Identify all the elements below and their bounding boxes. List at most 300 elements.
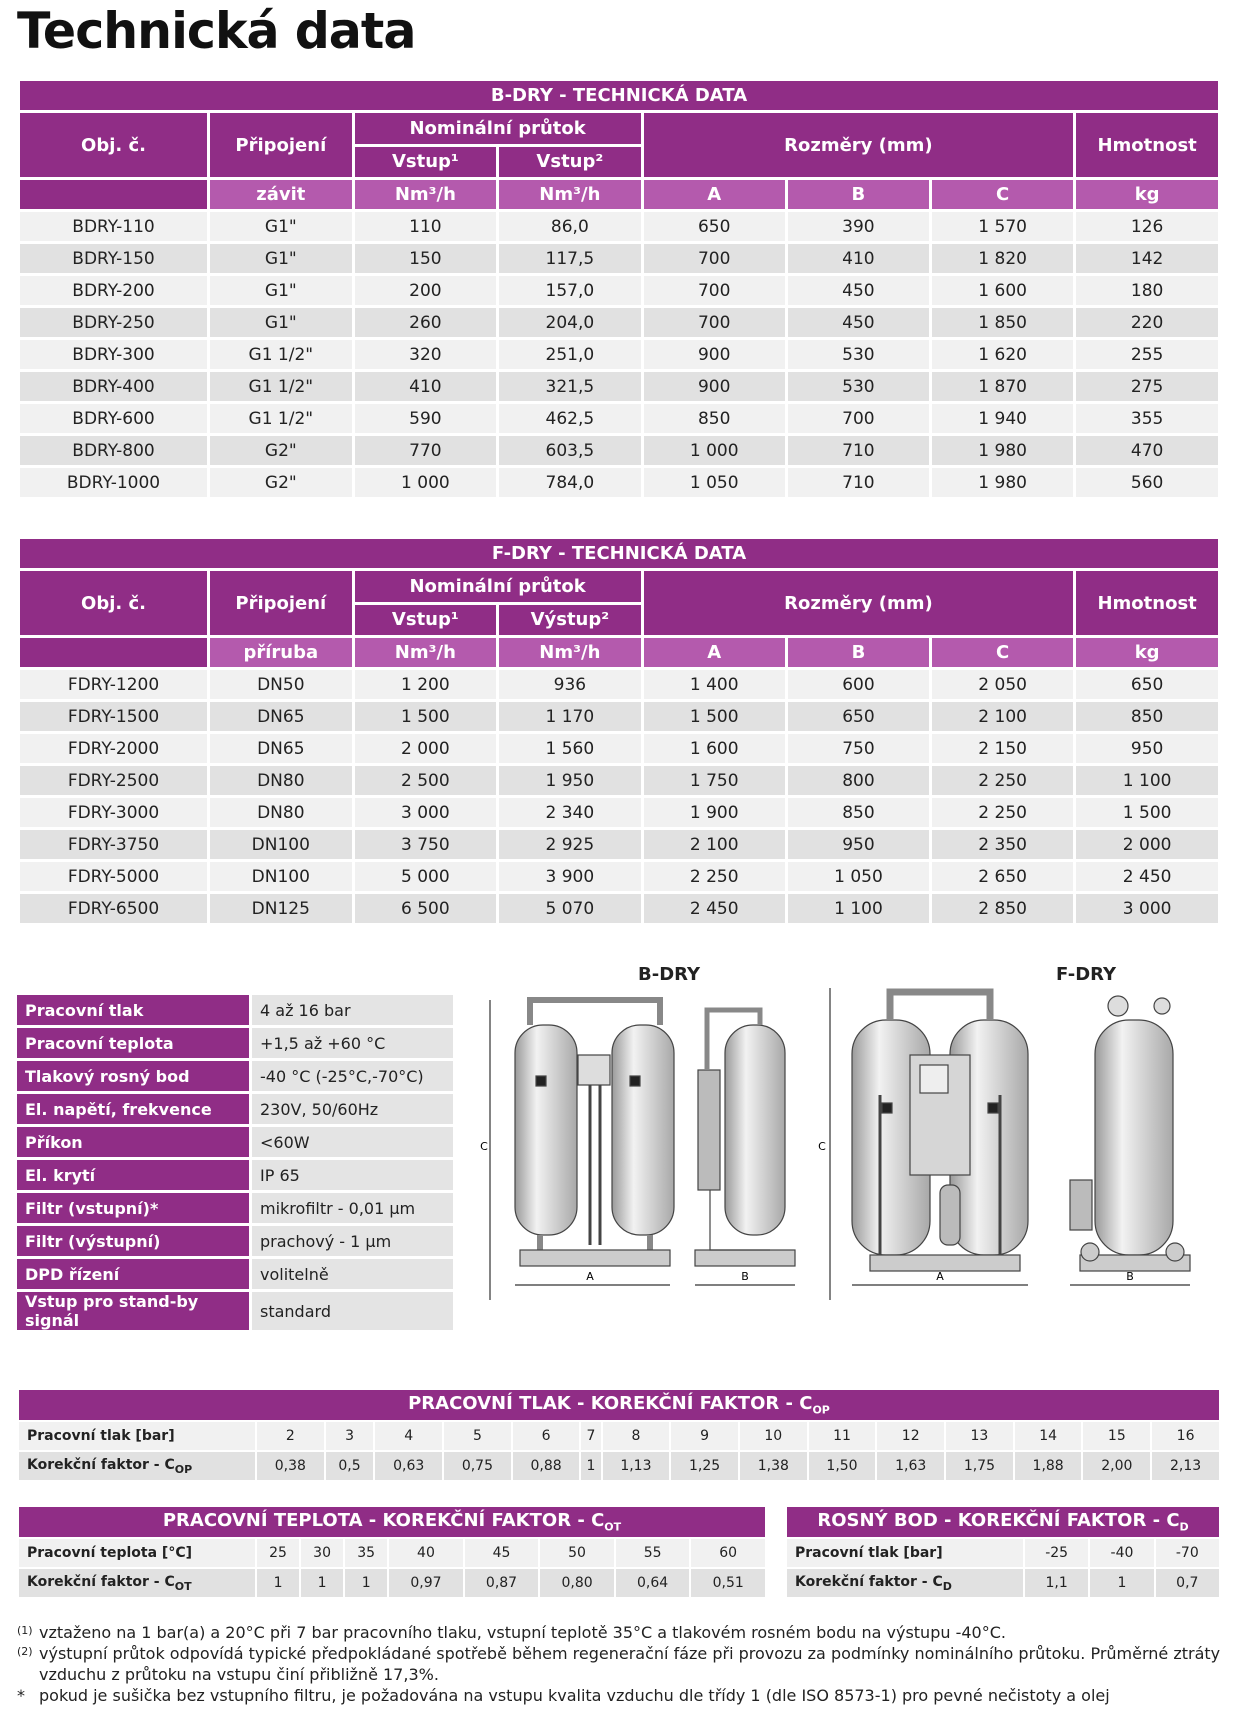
cop-param-cell: 14 — [1015, 1422, 1082, 1450]
table-row — [20, 862, 1218, 891]
bdry-front-dim-c: C — [480, 1140, 488, 1153]
unit-conn: příruba — [210, 638, 352, 667]
table-cell: 1 050 — [644, 468, 785, 497]
cot-param-cell: 45 — [465, 1539, 539, 1567]
table-cell: FDRY-2000 — [20, 734, 207, 763]
table-cell: 650 — [644, 212, 785, 241]
cop-banner-text: PRACOVNÍ TLAK - KOREKČNÍ FAKTOR - C — [408, 1393, 813, 1415]
col-conn: Připojení — [210, 113, 352, 177]
footnote — [17, 1643, 1227, 1685]
cot-param-cell: 50 — [540, 1539, 614, 1567]
table-cell: 600 — [788, 670, 929, 699]
table-cell: G1" — [210, 308, 352, 337]
cop-factor-cell: 2,13 — [1152, 1452, 1219, 1480]
footnote — [17, 1622, 1227, 1643]
table-cell: 1 850 — [932, 308, 1073, 337]
cd-param-cell: -70 — [1156, 1539, 1219, 1567]
col-dims: Rozměry (mm) — [644, 113, 1074, 177]
table-cell: 950 — [1076, 734, 1218, 763]
table-cell: 1 600 — [932, 276, 1073, 305]
table-cell: 1 950 — [499, 766, 641, 795]
table-row — [20, 766, 1218, 795]
table-cell: 900 — [644, 372, 785, 401]
unit-in: Nm³/h — [355, 638, 496, 667]
property-value: 4 až 16 bar — [252, 995, 453, 1025]
table-cell: 2 100 — [932, 702, 1073, 731]
property-row — [17, 1127, 453, 1157]
table-row — [20, 798, 1218, 827]
table-cell: BDRY-1000 — [20, 468, 207, 497]
table-cell: G1" — [210, 276, 352, 305]
table-row — [20, 276, 1218, 305]
table-cell: 1 600 — [644, 734, 785, 763]
table-cell: 1 820 — [932, 244, 1073, 273]
property-value: IP 65 — [252, 1160, 453, 1190]
cop-factor-cell: 1,13 — [603, 1452, 670, 1480]
property-key: Příkon — [17, 1127, 252, 1157]
cop-factor-cell: 2,00 — [1083, 1452, 1150, 1480]
table-cell: 2 500 — [355, 766, 496, 795]
property-value: standard — [252, 1292, 453, 1330]
table-cell: G1 1/2" — [210, 404, 352, 433]
col-in: Vstup¹ — [355, 147, 496, 178]
fdry-front-dim-c: C — [818, 1140, 826, 1153]
unit-a: A — [644, 638, 785, 667]
table-cell: 1 500 — [1076, 798, 1218, 827]
table-cell: 700 — [644, 308, 785, 337]
footnote-mark: * — [17, 1686, 25, 1705]
cd-banner-sub: D — [1179, 1520, 1189, 1534]
cop-param-cell: 3 — [326, 1422, 374, 1450]
cd-row2-text: Korekční faktor - C — [795, 1573, 943, 1590]
table-row — [20, 212, 1218, 241]
cop-factor-cell: 1,75 — [946, 1452, 1013, 1480]
footnote-text: vztaženo na 1 bar(a) a 20°C při 7 bar pracovního tlaku, vstupní teplotě 35°C a tlakovém rosném bodu na výstupu -40°C. — [39, 1623, 1006, 1642]
cot-row2-text: Korekční faktor - C — [27, 1573, 175, 1590]
table-cell: 6 500 — [355, 894, 496, 923]
table-cell: 3 900 — [499, 862, 641, 891]
cot-factor-cell: 1 — [257, 1569, 299, 1597]
property-value: volitelně — [252, 1259, 453, 1289]
table-cell: BDRY-800 — [20, 436, 207, 465]
table-cell: 850 — [788, 798, 929, 827]
table-cell: 2 450 — [1076, 862, 1218, 891]
unit-b: B — [788, 180, 929, 209]
table-cell: 2 250 — [644, 862, 785, 891]
unit-a: A — [644, 180, 785, 209]
cop-param-cell: 11 — [809, 1422, 876, 1450]
cot-param-cell: 30 — [301, 1539, 343, 1567]
cop-factor-cell: 1 — [581, 1452, 600, 1480]
fdry-front-drawing — [830, 988, 1028, 1300]
table-cell: 110 — [355, 212, 496, 241]
table-cell: 800 — [788, 766, 929, 795]
cot-factor-cell: 1 — [345, 1569, 387, 1597]
table-cell: 2 450 — [644, 894, 785, 923]
table-cell: 1 900 — [644, 798, 785, 827]
table-cell: BDRY-110 — [20, 212, 207, 241]
table-cell: 1 100 — [788, 894, 929, 923]
unit-in: Nm³/h — [355, 180, 496, 209]
table-row — [20, 372, 1218, 401]
table-cell: FDRY-3750 — [20, 830, 207, 859]
dryer-drawings — [470, 980, 1240, 1340]
col-weight: Hmotnost — [1076, 571, 1218, 635]
table-cell: 2 000 — [1076, 830, 1218, 859]
cot-row2-sub: OT — [174, 1579, 192, 1593]
table-cell: 204,0 — [499, 308, 640, 337]
table-cell: 590 — [355, 404, 496, 433]
unit-conn: závit — [210, 180, 352, 209]
fdry-side-drawing — [1070, 996, 1190, 1285]
table-cell: 1 570 — [932, 212, 1073, 241]
cot-banner-sub: OT — [604, 1520, 622, 1534]
col-conn: Připojení — [210, 571, 352, 635]
table-cell: 2 150 — [932, 734, 1073, 763]
table-cell: 450 — [788, 308, 929, 337]
cop-param-cell: 2 — [257, 1422, 324, 1450]
table-cell: 710 — [788, 468, 929, 497]
table-cell: 157,0 — [499, 276, 640, 305]
col-flow: Nominální průtok — [355, 113, 641, 144]
table-cell: 5 070 — [499, 894, 641, 923]
cop-row2-label — [19, 1452, 255, 1480]
bdry-banner: B-DRY - TECHNICKÁ DATA — [20, 81, 1218, 110]
table-row — [20, 830, 1218, 859]
table-cell: FDRY-1500 — [20, 702, 207, 731]
table-cell: 1 940 — [932, 404, 1073, 433]
footnote-mark: (2) — [17, 1645, 33, 1658]
property-key: El. napětí, frekvence — [17, 1094, 252, 1124]
table-cell: 2 340 — [499, 798, 641, 827]
cd-param-cell: -40 — [1090, 1539, 1153, 1567]
unit-out: Nm³/h — [499, 638, 641, 667]
table-cell: BDRY-150 — [20, 244, 207, 273]
table-cell: G1 1/2" — [210, 340, 352, 369]
table-cell: 700 — [788, 404, 929, 433]
cop-factor-cell: 1,25 — [671, 1452, 738, 1480]
cop-banner — [19, 1390, 1219, 1420]
property-row — [17, 1028, 453, 1058]
table-cell: FDRY-3000 — [20, 798, 207, 827]
cot-param-cell: 40 — [389, 1539, 463, 1567]
cop-factor-cell: 1,38 — [740, 1452, 807, 1480]
cd-row2-sub: D — [942, 1579, 952, 1593]
table-cell: DN80 — [210, 766, 352, 795]
unit-b: B — [788, 638, 929, 667]
col-obj: Obj. č. — [20, 113, 207, 177]
footnote-text: výstupní průtok odpovídá typické předpokládané spotřebě během regenerační fáze při provozu za podmínky nominálního průtoku. Průměrné ztráty vzduchu z průtoku na vstupu činí přibližně 17,3%. — [39, 1644, 1221, 1684]
table-cell: 950 — [788, 830, 929, 859]
bdry-front-drawing — [490, 1000, 674, 1300]
table-cell: G2" — [210, 468, 352, 497]
table-cell: 1 980 — [932, 468, 1073, 497]
cop-factor-cell: 0,75 — [444, 1452, 511, 1480]
cop-factor-cell: 0,88 — [513, 1452, 580, 1480]
table-cell: DN100 — [210, 830, 352, 859]
table-cell: 700 — [644, 276, 785, 305]
table-cell: FDRY-1200 — [20, 670, 207, 699]
property-value: prachový - 1 μm — [252, 1226, 453, 1256]
table-cell: G1" — [210, 244, 352, 273]
fdry-front-dim-a: A — [936, 1270, 944, 1283]
fdry-spec-table — [17, 536, 1221, 926]
cot-param-cell: 60 — [691, 1539, 765, 1567]
table-cell: 3 000 — [355, 798, 496, 827]
table-cell: BDRY-400 — [20, 372, 207, 401]
property-key: Pracovní tlak — [17, 995, 252, 1025]
col-obj: Obj. č. — [20, 571, 207, 635]
cop-factor-cell: 0,63 — [375, 1452, 442, 1480]
cd-factor-cell: 1 — [1090, 1569, 1153, 1597]
table-row — [20, 308, 1218, 337]
table-cell: 1 500 — [644, 702, 785, 731]
fdry-figure-label: F-DRY — [1056, 964, 1117, 985]
table-cell: 255 — [1076, 340, 1218, 369]
property-row — [17, 1193, 453, 1223]
property-value: 230V, 50/60Hz — [252, 1094, 453, 1124]
cop-param-cell: 4 — [375, 1422, 442, 1450]
cot-factor-cell: 1 — [301, 1569, 343, 1597]
table-cell: 784,0 — [499, 468, 640, 497]
table-cell: 650 — [788, 702, 929, 731]
table-cell: 260 — [355, 308, 496, 337]
cd-factor-cell: 0,7 — [1156, 1569, 1219, 1597]
table-cell: 1 980 — [932, 436, 1073, 465]
table-cell: 2 650 — [932, 862, 1073, 891]
property-key: El. krytí — [17, 1160, 252, 1190]
property-row — [17, 1094, 453, 1124]
cd-factor-cell: 1,1 — [1025, 1569, 1088, 1597]
cot-row2-label — [19, 1569, 255, 1597]
cd-banner-text: ROSNÝ BOD - KOREKČNÍ FAKTOR - C — [817, 1510, 1180, 1532]
property-value: <60W — [252, 1127, 453, 1157]
table-cell: BDRY-250 — [20, 308, 207, 337]
table-cell: 1 000 — [644, 436, 785, 465]
table-cell: G2" — [210, 436, 352, 465]
col-out: Výstup² — [499, 605, 641, 636]
table-cell: 1 500 — [355, 702, 496, 731]
cop-factor-cell: 1,88 — [1015, 1452, 1082, 1480]
table-row — [20, 734, 1218, 763]
property-key: Filtr (výstupní) — [17, 1226, 252, 1256]
property-row — [17, 1061, 453, 1091]
table-cell: 1 170 — [499, 702, 641, 731]
col-weight: Hmotnost — [1076, 113, 1218, 177]
table-cell: 462,5 — [499, 404, 640, 433]
unit-kg: kg — [1076, 180, 1218, 209]
cop-param-cell: 9 — [671, 1422, 738, 1450]
table-cell: BDRY-600 — [20, 404, 207, 433]
table-cell: 321,5 — [499, 372, 640, 401]
cot-row1-label: Pracovní teplota [°C] — [19, 1539, 255, 1567]
table-cell: FDRY-2500 — [20, 766, 207, 795]
table-cell: 117,5 — [499, 244, 640, 273]
table-cell: DN100 — [210, 862, 352, 891]
unit-c: C — [932, 180, 1073, 209]
cop-param-cell: 12 — [877, 1422, 944, 1450]
table-cell: 1 200 — [355, 670, 496, 699]
table-cell: 5 000 — [355, 862, 496, 891]
property-row — [17, 1259, 453, 1289]
table-cell: 770 — [355, 436, 496, 465]
cop-banner-sub: OP — [812, 1403, 830, 1417]
footnote — [17, 1685, 1227, 1706]
table-cell: 560 — [1076, 468, 1218, 497]
property-value: +1,5 až +60 °C — [252, 1028, 453, 1058]
bdry-side-dim-b: B — [741, 1270, 749, 1283]
footnote-mark: (1) — [17, 1624, 33, 1637]
table-cell: 710 — [788, 436, 929, 465]
table-cell: DN80 — [210, 798, 352, 827]
cd-banner — [787, 1507, 1219, 1537]
cop-param-cell: 5 — [444, 1422, 511, 1450]
table-cell: FDRY-5000 — [20, 862, 207, 891]
property-value: mikrofiltr - 0,01 μm — [252, 1193, 453, 1223]
table-cell: 2 250 — [932, 798, 1073, 827]
table-cell: 1 000 — [355, 468, 496, 497]
table-cell: 850 — [1076, 702, 1218, 731]
table-cell: G1" — [210, 212, 352, 241]
cop-param-cell: 8 — [603, 1422, 670, 1450]
cot-banner — [19, 1507, 765, 1537]
footnotes — [17, 1622, 1227, 1706]
fdry-side-dim-b: B — [1126, 1270, 1134, 1283]
table-cell: 200 — [355, 276, 496, 305]
property-value: -40 °C (-25°C,-70°C) — [252, 1061, 453, 1091]
table-cell: 410 — [788, 244, 929, 273]
table-cell: 1 050 — [788, 862, 929, 891]
unit-out: Nm³/h — [499, 180, 640, 209]
property-row — [17, 1292, 453, 1330]
cot-banner-text: PRACOVNÍ TEPLOTA - KOREKČNÍ FAKTOR - C — [162, 1510, 605, 1532]
cd-param-cell: -25 — [1025, 1539, 1088, 1567]
table-cell: 180 — [1076, 276, 1218, 305]
table-cell: 220 — [1076, 308, 1218, 337]
unit-kg: kg — [1076, 638, 1218, 667]
property-key: Vstup pro stand-by signál — [17, 1292, 252, 1330]
cop-param-cell: 6 — [513, 1422, 580, 1450]
table-cell: 1 750 — [644, 766, 785, 795]
table-cell: 86,0 — [499, 212, 640, 241]
cop-param-cell: 7 — [581, 1422, 600, 1450]
col-out: Vstup² — [499, 147, 640, 178]
property-row — [17, 1160, 453, 1190]
bdry-figure-label: B-DRY — [638, 964, 701, 985]
unit-c: C — [932, 638, 1073, 667]
cop-correction-table — [17, 1388, 1221, 1482]
cop-row2-text: Korekční faktor - C — [27, 1456, 175, 1473]
table-cell: 126 — [1076, 212, 1218, 241]
table-cell: BDRY-200 — [20, 276, 207, 305]
cop-row2-sub: OP — [174, 1462, 193, 1476]
table-cell: 142 — [1076, 244, 1218, 273]
table-cell: 650 — [1076, 670, 1218, 699]
cd-row1-label: Pracovní tlak [bar] — [787, 1539, 1023, 1567]
table-cell: DN65 — [210, 702, 352, 731]
table-cell: FDRY-6500 — [20, 894, 207, 923]
table-cell: 3 000 — [1076, 894, 1218, 923]
table-cell: 450 — [788, 276, 929, 305]
table-cell: 1 100 — [1076, 766, 1218, 795]
unit-obj-empty — [20, 180, 207, 209]
table-cell: DN50 — [210, 670, 352, 699]
cot-param-cell: 25 — [257, 1539, 299, 1567]
cot-factor-cell: 0,97 — [389, 1569, 463, 1597]
table-cell: 850 — [644, 404, 785, 433]
table-cell: 700 — [644, 244, 785, 273]
table-row — [20, 702, 1218, 731]
table-row — [20, 436, 1218, 465]
table-cell: 1 870 — [932, 372, 1073, 401]
table-row — [20, 894, 1218, 923]
table-cell: 275 — [1076, 372, 1218, 401]
table-cell: G1 1/2" — [210, 372, 352, 401]
table-row — [20, 404, 1218, 433]
cop-param-cell: 15 — [1083, 1422, 1150, 1450]
table-row — [20, 468, 1218, 497]
table-cell: 2 850 — [932, 894, 1073, 923]
col-in: Vstup¹ — [355, 605, 496, 636]
table-cell: 750 — [788, 734, 929, 763]
bdry-spec-table — [17, 78, 1221, 500]
cot-factor-cell: 0,64 — [616, 1569, 690, 1597]
cop-factor-cell: 0,5 — [326, 1452, 374, 1480]
col-flow: Nominální průtok — [355, 571, 641, 602]
cop-factor-cell: 1,63 — [877, 1452, 944, 1480]
cop-factor-cell: 1,50 — [809, 1452, 876, 1480]
table-cell: 2 250 — [932, 766, 1073, 795]
cot-param-cell: 55 — [616, 1539, 690, 1567]
cop-param-cell: 10 — [740, 1422, 807, 1450]
bdry-front-dim-a: A — [586, 1270, 594, 1283]
table-cell: 1 400 — [644, 670, 785, 699]
cd-row2-label — [787, 1569, 1023, 1597]
property-key: Tlakový rosný bod — [17, 1061, 252, 1091]
table-cell: 470 — [1076, 436, 1218, 465]
table-row — [20, 670, 1218, 699]
table-cell: 150 — [355, 244, 496, 273]
cop-param-cell: 13 — [946, 1422, 1013, 1450]
table-cell: 936 — [499, 670, 641, 699]
table-cell: 900 — [644, 340, 785, 369]
table-cell: 530 — [788, 340, 929, 369]
cot-factor-cell: 0,51 — [691, 1569, 765, 1597]
table-cell: 530 — [788, 372, 929, 401]
col-dims: Rozměry (mm) — [644, 571, 1074, 635]
table-cell: 1 560 — [499, 734, 641, 763]
table-cell: 2 000 — [355, 734, 496, 763]
table-cell: BDRY-300 — [20, 340, 207, 369]
cot-param-cell: 35 — [345, 1539, 387, 1567]
property-key: DPD řízení — [17, 1259, 252, 1289]
property-row — [17, 1226, 453, 1256]
table-cell: DN125 — [210, 894, 352, 923]
cd-correction-table — [785, 1505, 1221, 1599]
fdry-banner: F-DRY - TECHNICKÁ DATA — [20, 539, 1218, 568]
table-cell: 2 100 — [644, 830, 785, 859]
cop-row1-label: Pracovní tlak [bar] — [19, 1422, 255, 1450]
table-cell: 410 — [355, 372, 496, 401]
table-cell: 3 750 — [355, 830, 496, 859]
table-cell: 2 925 — [499, 830, 641, 859]
bdry-side-drawing — [695, 1010, 795, 1285]
cot-correction-table — [17, 1505, 767, 1599]
table-cell: DN65 — [210, 734, 352, 763]
table-cell: 251,0 — [499, 340, 640, 369]
table-row — [20, 340, 1218, 369]
table-cell: 2 050 — [932, 670, 1073, 699]
